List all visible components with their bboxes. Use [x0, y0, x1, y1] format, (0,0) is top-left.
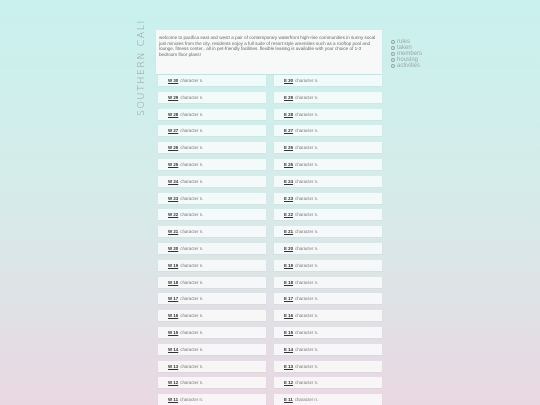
occupant-name: character n. [180, 195, 204, 201]
occupant-name: character n. [295, 262, 319, 268]
occupant-name: character n. [180, 245, 204, 251]
occupant-name: character n. [295, 279, 319, 285]
east-tower-list [274, 75, 382, 405]
unit-row [274, 293, 382, 304]
occupant-name: character n. [295, 245, 319, 251]
occupant-name: character n. [295, 363, 319, 369]
occupant-name: character n. [295, 178, 319, 184]
occupant-name: character n. [180, 229, 204, 235]
occupant-name: character n. [180, 296, 204, 302]
unit-number-link[interactable]: W 15 [168, 329, 179, 335]
occupant-name: character n. [180, 161, 204, 167]
unit-number-link[interactable]: E 23 [284, 195, 294, 201]
unit-row [274, 193, 382, 204]
unit-row [158, 327, 266, 338]
unit-row [158, 260, 266, 271]
unit-number-link[interactable]: E 24 [284, 178, 294, 184]
unit-row [158, 75, 266, 86]
unit-number-link[interactable]: W 20 [168, 245, 179, 251]
unit-number-link[interactable]: E 25 [284, 161, 294, 167]
unit-row [274, 226, 382, 237]
occupant-name: character n. [180, 212, 204, 218]
nav-item-label: housing [397, 57, 419, 63]
occupant-name: character n. [180, 329, 204, 335]
occupant-name: character n. [180, 279, 204, 285]
occupant-name: character n. [180, 145, 204, 151]
occupant-name: character n. [295, 161, 319, 167]
circle-icon [391, 46, 395, 50]
unit-number-link[interactable]: E 16 [284, 313, 294, 319]
unit-row [274, 125, 382, 136]
unit-row [158, 361, 266, 372]
unit-row [274, 243, 382, 254]
unit-number-link[interactable]: E 22 [284, 212, 294, 218]
occupant-name: character n. [295, 94, 319, 100]
unit-row [158, 243, 266, 254]
unit-row [274, 176, 382, 187]
occupant-name: character n. [295, 145, 319, 151]
unit-number-link[interactable]: W 27 [168, 128, 179, 134]
unit-number-link[interactable]: E 21 [284, 229, 294, 235]
occupant-name: character n. [295, 313, 319, 319]
unit-row [158, 377, 266, 388]
west-tower-list [158, 75, 266, 405]
occupant-name: character n. [180, 346, 204, 352]
unit-number-link[interactable]: W 19 [168, 262, 179, 268]
unit-number-link[interactable]: W 25 [168, 161, 179, 167]
unit-number-link[interactable]: W 23 [168, 195, 179, 201]
unit-number-link[interactable]: E 18 [284, 279, 294, 285]
unit-row [274, 260, 382, 271]
occupant-name: character n. [295, 329, 319, 335]
unit-row [158, 209, 266, 220]
unit-row [274, 327, 382, 338]
unit-number-link[interactable]: E 26 [284, 145, 294, 151]
occupant-name: character n. [180, 397, 204, 403]
unit-number-link[interactable]: E 13 [284, 363, 294, 369]
unit-number-link[interactable]: W 28 [168, 111, 179, 117]
unit-number-link[interactable]: E 15 [284, 329, 294, 335]
unit-number-link[interactable]: E 17 [284, 296, 294, 302]
unit-number-link[interactable]: E 20 [284, 245, 294, 251]
occupant-name: character n. [180, 363, 204, 369]
unit-row [158, 293, 266, 304]
unit-row [274, 394, 382, 405]
unit-row [274, 142, 382, 153]
unit-row [274, 277, 382, 288]
occupant-name: character n. [180, 111, 204, 117]
unit-row [274, 92, 382, 103]
unit-row [158, 226, 266, 237]
nav-item-label: taken [397, 45, 412, 51]
unit-row [158, 159, 266, 170]
unit-number-link[interactable]: W 24 [168, 178, 179, 184]
occupant-name: character n. [295, 346, 319, 352]
occupant-name: character n. [295, 229, 319, 235]
circle-icon [391, 40, 395, 44]
unit-number-link[interactable]: W 13 [168, 363, 179, 369]
unit-number-link[interactable]: E 30 [284, 78, 294, 83]
nav-item-label: rules [397, 39, 411, 45]
occupant-name: character n. [295, 111, 319, 117]
occupant-name: character n. [295, 128, 319, 134]
occupant-name: character n. [295, 296, 319, 302]
occupant-name: character n. [295, 212, 319, 218]
occupant-name: character n. [295, 380, 319, 386]
unit-number-link[interactable]: W 26 [168, 145, 179, 151]
unit-row [274, 75, 382, 86]
unit-number-link[interactable]: E 19 [284, 262, 294, 268]
unit-row [158, 176, 266, 187]
occupant-name: character n. [295, 195, 319, 201]
unit-row [158, 193, 266, 204]
unit-row [158, 394, 266, 405]
occupant-name: character n. [180, 94, 204, 100]
intro-text: welcome to pacifica east and west! a pair of contemporary waterfront high-rise communities in sunny socal just minutes from the city. residents enjoy a full suite of resort style amenities such as a rooftop pool and lounge, fitness center,. all in pet-friendly facilities. flexible leasing is available with your choice of 1-3 bedroom floor plans! [159, 35, 376, 58]
unit-number-link[interactable]: W 21 [168, 229, 179, 235]
circle-icon [391, 64, 395, 68]
nav-item-label: activities [397, 63, 421, 69]
unit-number-link[interactable]: E 29 [284, 94, 294, 100]
unit-number-link[interactable]: W 30 [168, 78, 179, 83]
unit-row [158, 344, 266, 355]
unit-number-link[interactable]: W 29 [168, 94, 179, 100]
nav-item-label: members [397, 51, 423, 57]
unit-row [274, 109, 382, 120]
unit-number-link[interactable]: W 17 [168, 296, 179, 302]
occupant-name: character n. [294, 397, 318, 403]
nav-item-activities[interactable] [391, 63, 422, 69]
unit-row [274, 209, 382, 220]
unit-number-link[interactable]: W 18 [168, 279, 179, 285]
site-title: SOUTHERN CALI [136, 19, 147, 116]
unit-row [158, 92, 266, 103]
unit-number-link[interactable]: E 14 [284, 346, 294, 352]
unit-row [274, 344, 382, 355]
unit-number-link[interactable]: W 16 [168, 313, 179, 319]
unit-row [274, 310, 382, 321]
unit-row [158, 310, 266, 321]
unit-row [158, 109, 266, 120]
intro-panel [156, 30, 382, 74]
occupant-name: character n. [295, 78, 319, 83]
unit-number-link[interactable]: E 11 [284, 397, 293, 403]
unit-row [274, 361, 382, 372]
nav-menu [391, 39, 422, 69]
unit-number-link[interactable]: W 12 [168, 380, 179, 386]
unit-row [158, 142, 266, 153]
occupant-name: character n. [180, 128, 204, 134]
unit-number-link[interactable]: E 12 [284, 380, 294, 386]
unit-number-link[interactable]: E 28 [284, 111, 294, 117]
occupant-name: character n. [180, 78, 204, 83]
circle-icon [391, 58, 395, 62]
unit-number-link[interactable]: W 14 [168, 346, 179, 352]
circle-icon [391, 52, 395, 56]
occupant-name: character n. [180, 178, 204, 184]
unit-number-link[interactable]: W 11 [168, 397, 179, 403]
unit-row [158, 277, 266, 288]
occupant-name: character n. [180, 262, 204, 268]
unit-number-link[interactable]: E 27 [284, 128, 294, 134]
unit-number-link[interactable]: W 22 [168, 212, 179, 218]
unit-row [274, 159, 382, 170]
occupant-name: character n. [180, 313, 204, 319]
unit-row [158, 125, 266, 136]
unit-row [274, 377, 382, 388]
occupant-name: character n. [180, 380, 204, 386]
